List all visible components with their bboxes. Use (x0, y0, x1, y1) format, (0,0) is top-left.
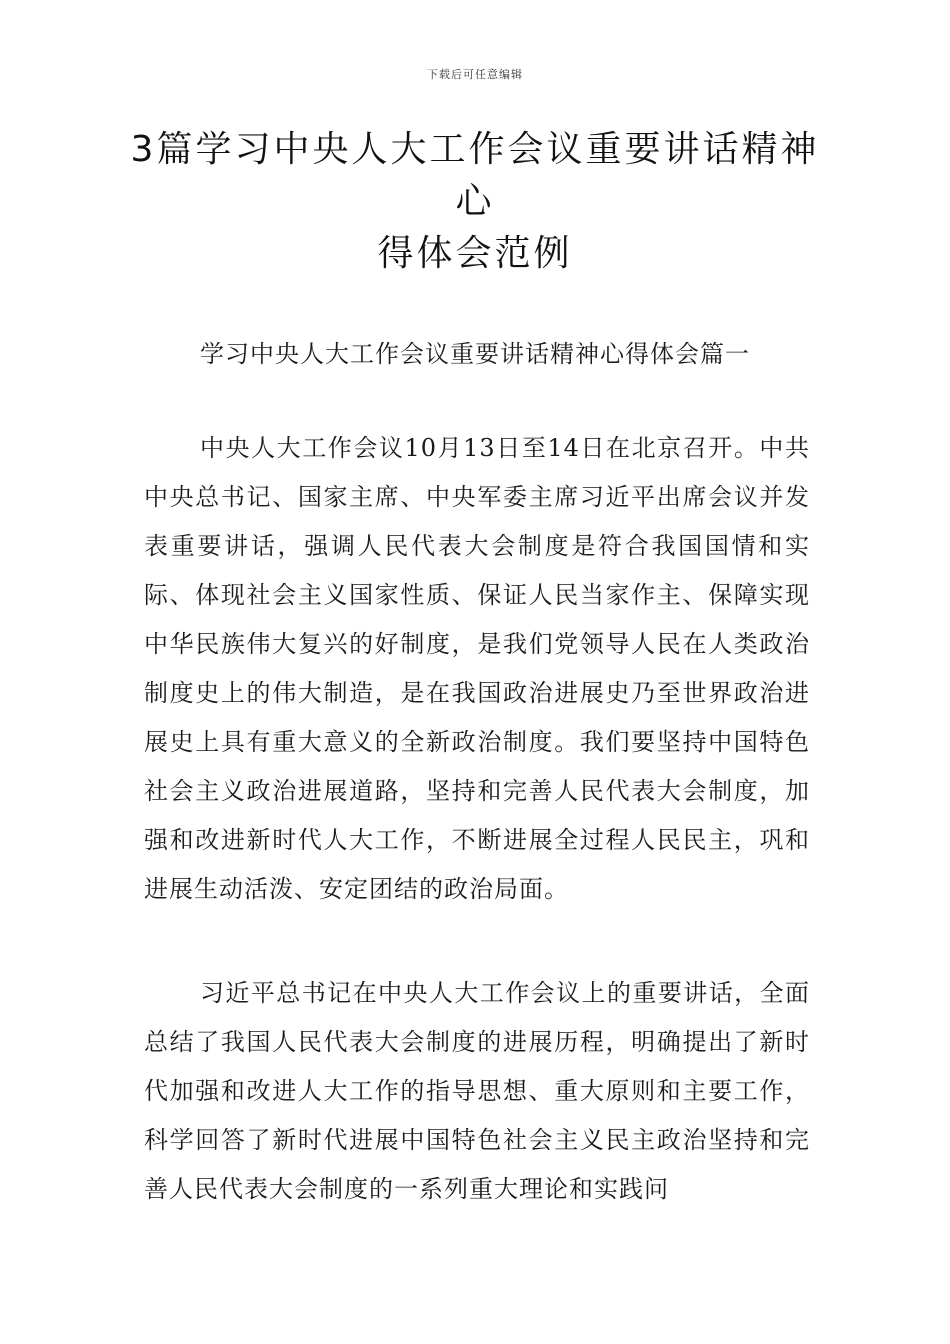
document-title-line-2: 得体会范例 (377, 233, 573, 274)
document-title-line-1: 3篇学习中央人大工作会议重要讲话精神心 (130, 129, 820, 222)
section-heading: 学习中央人大工作会议重要讲话精神心得体会篇一 (200, 340, 750, 368)
body-paragraph-2: 习近平总书记在中央人大工作会议上的重要讲话，全面总结了我国人民代表大会制度的进展历程，明确提出了新时代加强和改进人大工作的指导思想、重大原则和主要工作，科学回答了新时代进展中国特色社会主义民主政治坚持和完善人民代表大会制度的一系列重大理论和实践问 (144, 979, 810, 1203)
header-note: 下载后可任意编辑 (427, 68, 523, 81)
document-title (120, 124, 830, 280)
body-paragraph-1: 中央人大工作会议10月13日至14日在北京召开。中共中央总书记、国家主席、中央军委主席习近平出席会议并发表重要讲话，强调人民代表大会制度是符合我国国情和实际、体现社会主义国家性质、保证人民当家作主、保障实现中华民族伟大复兴的好制度，是我们党领导人民在人类政治制度史上的伟大制造，是在我国政治进展史乃至世界政治进展史上具有重大意义的全新政治制度。我们要坚持中国特色社会主义政治进展道路，坚持和完善人民代表大会制度，加强和改进新时代人大工作，不断进展全过程人民民主，巩和进展生动活泼、安定团结的政治局面。 (144, 434, 810, 903)
